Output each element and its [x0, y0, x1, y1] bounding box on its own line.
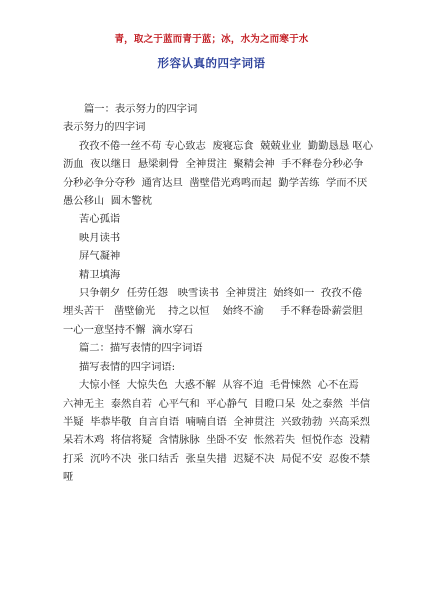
header-motto: 青，取之于蓝而青于蓝；冰，水为之而寒于水 — [114, 34, 309, 45]
word-paragraph: 只争朝夕 任劳任怨 映雪读书 全神贯注 始终如一 孜孜不倦 埋头苦干 凿壁偷光 持之以恒 始终不渝 手不释卷卧薪尝胆 一心一意坚持不懈 滴水穿石 — [63, 287, 370, 336]
word-item: 映月读书 — [79, 231, 121, 244]
word-paragraph: 孜孜不倦一丝不苟 专心致志 废寝忘食 兢兢业业 勤勤恳恳 呕心沥血 夜以继日 悬梁刺骨 全神贯注 聚精会神 手不释卷分秒必争分秒必争分夺秒 通宵达旦 凿壁借光鸡鸣而起 勤学苦练 学而不厌 愚公移山 圆木警枕 — [63, 139, 378, 208]
section-subheading: 表示努力的四字词 — [63, 121, 146, 134]
word-item: 苦心孤诣 — [79, 213, 121, 226]
section-heading: 篇一：表示努力的四字词 — [84, 103, 198, 115]
word-item: 精卫填海 — [79, 268, 121, 281]
page-title: 形容认真的四字词语 — [157, 56, 266, 70]
word-paragraph: 大惊小怪 大惊失色 大惑不解 从容不迫 毛骨悚然 心不在焉 六神无主 泰然自若 心平气和 平心静气 目瞪口呆 处之泰然 半信半疑 毕恭毕敬 自言自语 喃喃自语 全神贯注 兴致勃勃 兴高采烈 呆若木鸡 将信将疑 含情脉脉 坐卧不安 怅然若失 恒悦作态 没精打采 沉吟不决 张口结舌 张皇失措 迟疑不决 局促不安 忍俊不禁 哑 — [63, 379, 377, 484]
document-body — [63, 100, 378, 487]
section-subheading: 描写表情的四字词语: — [79, 360, 176, 373]
section-heading: 篇二：描写表情的四字词语 — [79, 342, 203, 355]
word-item: 屏气凝神 — [79, 250, 121, 263]
